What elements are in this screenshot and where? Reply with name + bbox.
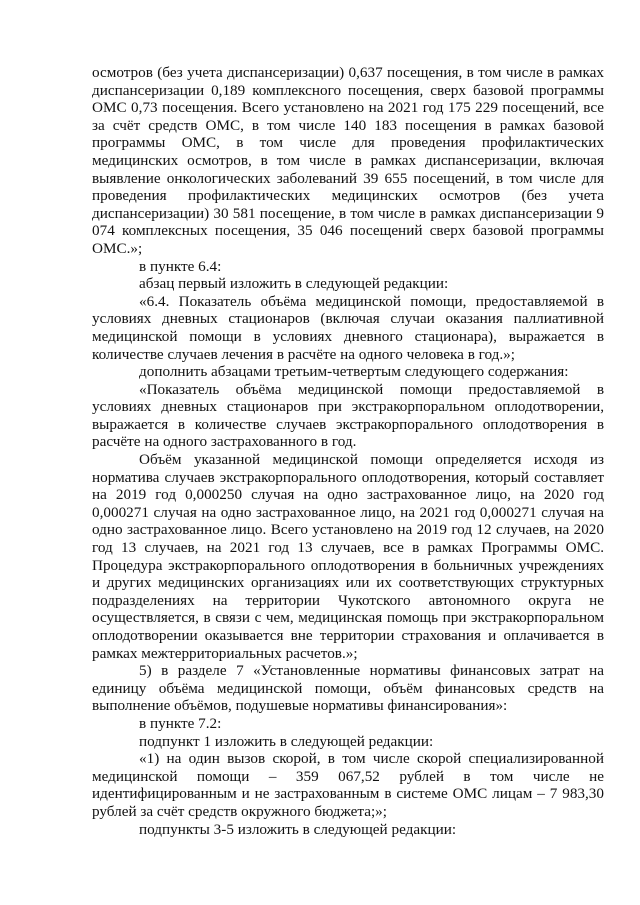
paragraph-quote-eco: «Показатель объёма медицинской помощи предоставляемой в условиях дневных стационаров при экстракорпоральном оплодотворении, выражается в количестве случаев экстракорпорального оплодотворения в расчёте на одного застрахованного в год. <box>92 380 604 451</box>
paragraph-instruction: подпункт 1 изложить в следующей редакции: <box>139 732 434 750</box>
paragraph-section-7: 5) в разделе 7 «Установленные нормативы финансовых затрат на единицу объёма медицинской помощи, объём финансовых средств на выполнение объёмов, подушевые нормативы финансирования»: <box>92 662 604 715</box>
paragraph-quote-6-4: «6.4. Показатель объёма медицинской помощи, предоставляемой в условиях дневных стационаров (включая случаи оказания паллиативной медицинской помощи в условиях дневного стационара), выражается в количестве случаев лечения в расчёте на одного человека в год.»; <box>92 292 604 363</box>
paragraph-item-6-4: в пункте 6.4: <box>139 257 222 275</box>
paragraph-instruction: абзац первый изложить в следующей редакции: <box>139 275 449 293</box>
document-body <box>92 64 604 838</box>
paragraph-subitem-1: «1) на один вызов скорой, в том числе скорой специализированной медицинской помощи – 359 067,52 рублей в том числе не идентифицированным и не застрахованным в системе ОМС лицам – 7 983,30 рублей за счёт средств окружного бюджета;»; <box>92 750 604 820</box>
paragraph-instruction: подпункты 3-5 изложить в следующей редакции: <box>139 820 457 838</box>
paragraph-item-7-2: в пункте 7.2: <box>139 714 222 732</box>
paragraph-instruction: дополнить абзацами третьим-четвертым следующего содержания: <box>139 363 569 381</box>
paragraph-eco-volume: Объём указанной медицинской помощи определяется исходя из норматива случаев экстракорпорального оплодотворения, который составляет на 2019 год 0,000250 случая на одно застрахованное лицо, на 2020 год 0,000271 случая на одно застрахованное лицо, на 2021 год 0,000271 случая на одно застрахованное лицо. Всего установлено на 2019 год 12 случаев, на 2020 год 13 случаев, на 2021 год 13 случаев, все в рамках Программы ОМС. Процедура экстракорпорального оплодотворения в больничных учреждениях и других медицинских организациях или их соответствующих структурных подразделениях на территории Чукотского автономного округа не осуществляется, в связи с чем, медицинская помощь при экстракорпоральном оплодотворении оказывается вне территории страхования и оплачивается в рамках межтерриториальных расчетов.»; <box>92 451 604 662</box>
paragraph-continuation: осмотров (без учета диспансеризации) 0,637 посещения, в том числе в рамках диспансеризации 0,189 комплексного посещения, сверх базовой программы ОМС 0,73 посещения. Всего установлено на 2021 год 175 229 посещений, все за счёт средств ОМС, в том числе 140 183 посещения в рамках базовой программы ОМС, в том числе для проведения профилактических медицинских осмотров, в том числе в рамках диспансеризации, включая выявление онкологических заболеваний 39 655 посещений, в том числе для проведения профилактических медицинских осмотров (без учета диспансеризации) 30 581 посещение, в том числе в рамках диспансеризации 9 074 комплексных посещения, 35 046 посещений сверх базовой программы ОМС.»; <box>92 64 604 257</box>
